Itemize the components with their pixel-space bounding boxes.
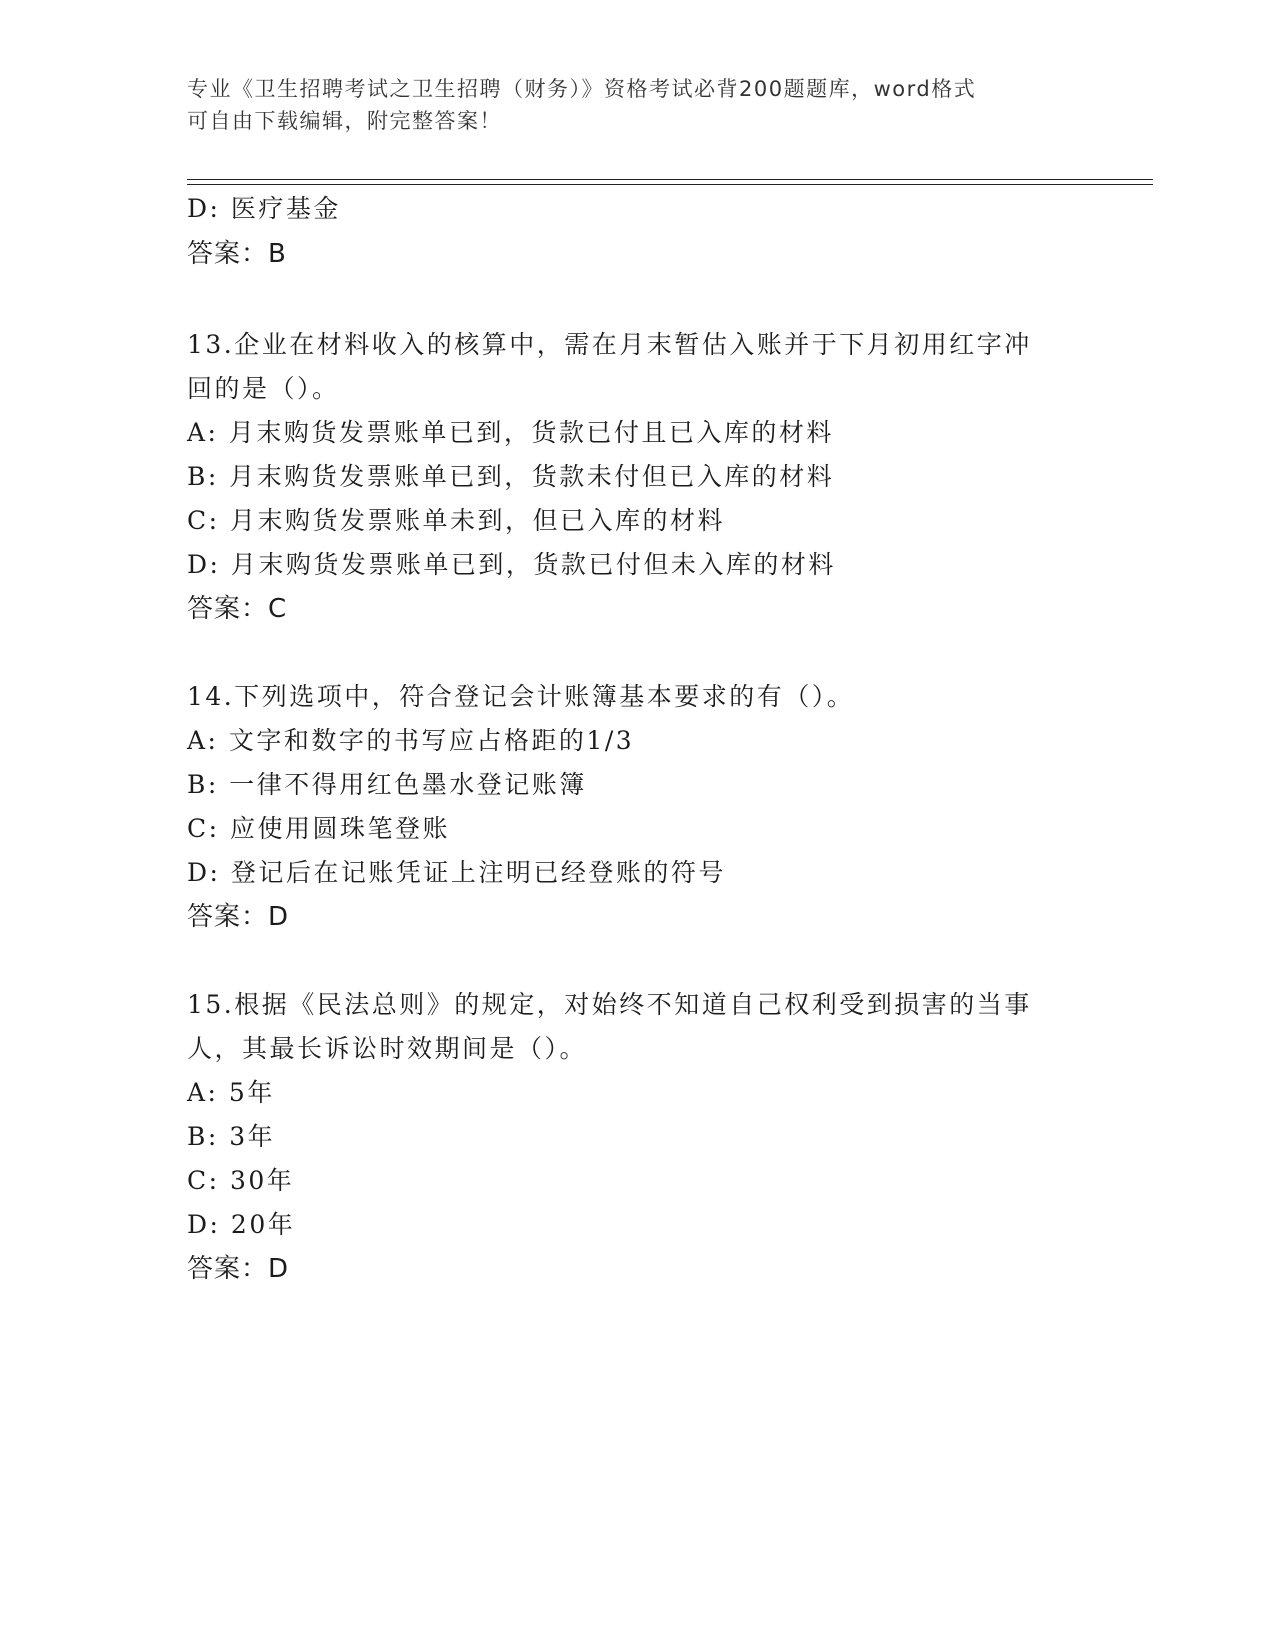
q14-option-c: C: 应使用圆珠笔登账 (187, 814, 450, 843)
q15-option-b: B: 3年 (187, 1122, 276, 1151)
q15-option-a: A: 5年 (187, 1078, 275, 1107)
q15-stem-line-2: 人，其最长诉讼时效期间是（）。 (187, 1034, 588, 1063)
prev-option-d: D: 医疗基金 (187, 194, 341, 223)
q15-stem-line-1: 15.根据《民法总则》的规定，对始终不知道自己权利受到损害的当事 (187, 990, 1032, 1019)
q15-option-c: C: 30年 (187, 1166, 295, 1195)
q13-option-a: A: 月末购货发票账单已到，货款已付且已入库的材料 (187, 418, 834, 447)
header-line-2: 可自由下载编辑，附完整答案！ (187, 109, 502, 133)
prev-answer: 答案：B (187, 239, 287, 269)
q13-stem-line-1: 13.企业在材料收入的核算中，需在月末暂估入账并于下月初用红字冲 (187, 330, 1032, 359)
q13-answer: 答案：C (187, 594, 288, 624)
document-header (187, 73, 1087, 137)
q14-option-b: B: 一律不得用红色墨水登记账簿 (187, 770, 587, 799)
q14-option-a: A: 文字和数字的书写应占格距的1/3 (187, 726, 635, 755)
header-line-1: 专业《卫生招聘考试之卫生招聘（财务）》资格考试必背200题题库，word格式 (187, 77, 977, 101)
q13-option-c: C: 月末购货发票账单未到，但已入库的材料 (187, 506, 725, 535)
q15-answer: 答案：D (187, 1254, 290, 1284)
q14-stem-line-1: 14.下列选项中，符合登记会计账簿基本要求的有（）。 (187, 682, 855, 711)
q15-option-d: D: 20年 (187, 1210, 296, 1239)
q13-stem-line-2: 回的是（）。 (187, 374, 340, 403)
header-rule-top (187, 179, 1153, 180)
q14-option-d: D: 登记后在记账凭证上注明已经登账的符号 (187, 858, 726, 887)
header-rule-bottom (187, 184, 1153, 185)
q14-answer: 答案：D (187, 902, 290, 932)
q13-option-d: D: 月末购货发票账单已到，货款已付但未入库的材料 (187, 550, 836, 579)
q13-option-b: B: 月末购货发票账单已到，货款未付但已入库的材料 (187, 462, 835, 491)
